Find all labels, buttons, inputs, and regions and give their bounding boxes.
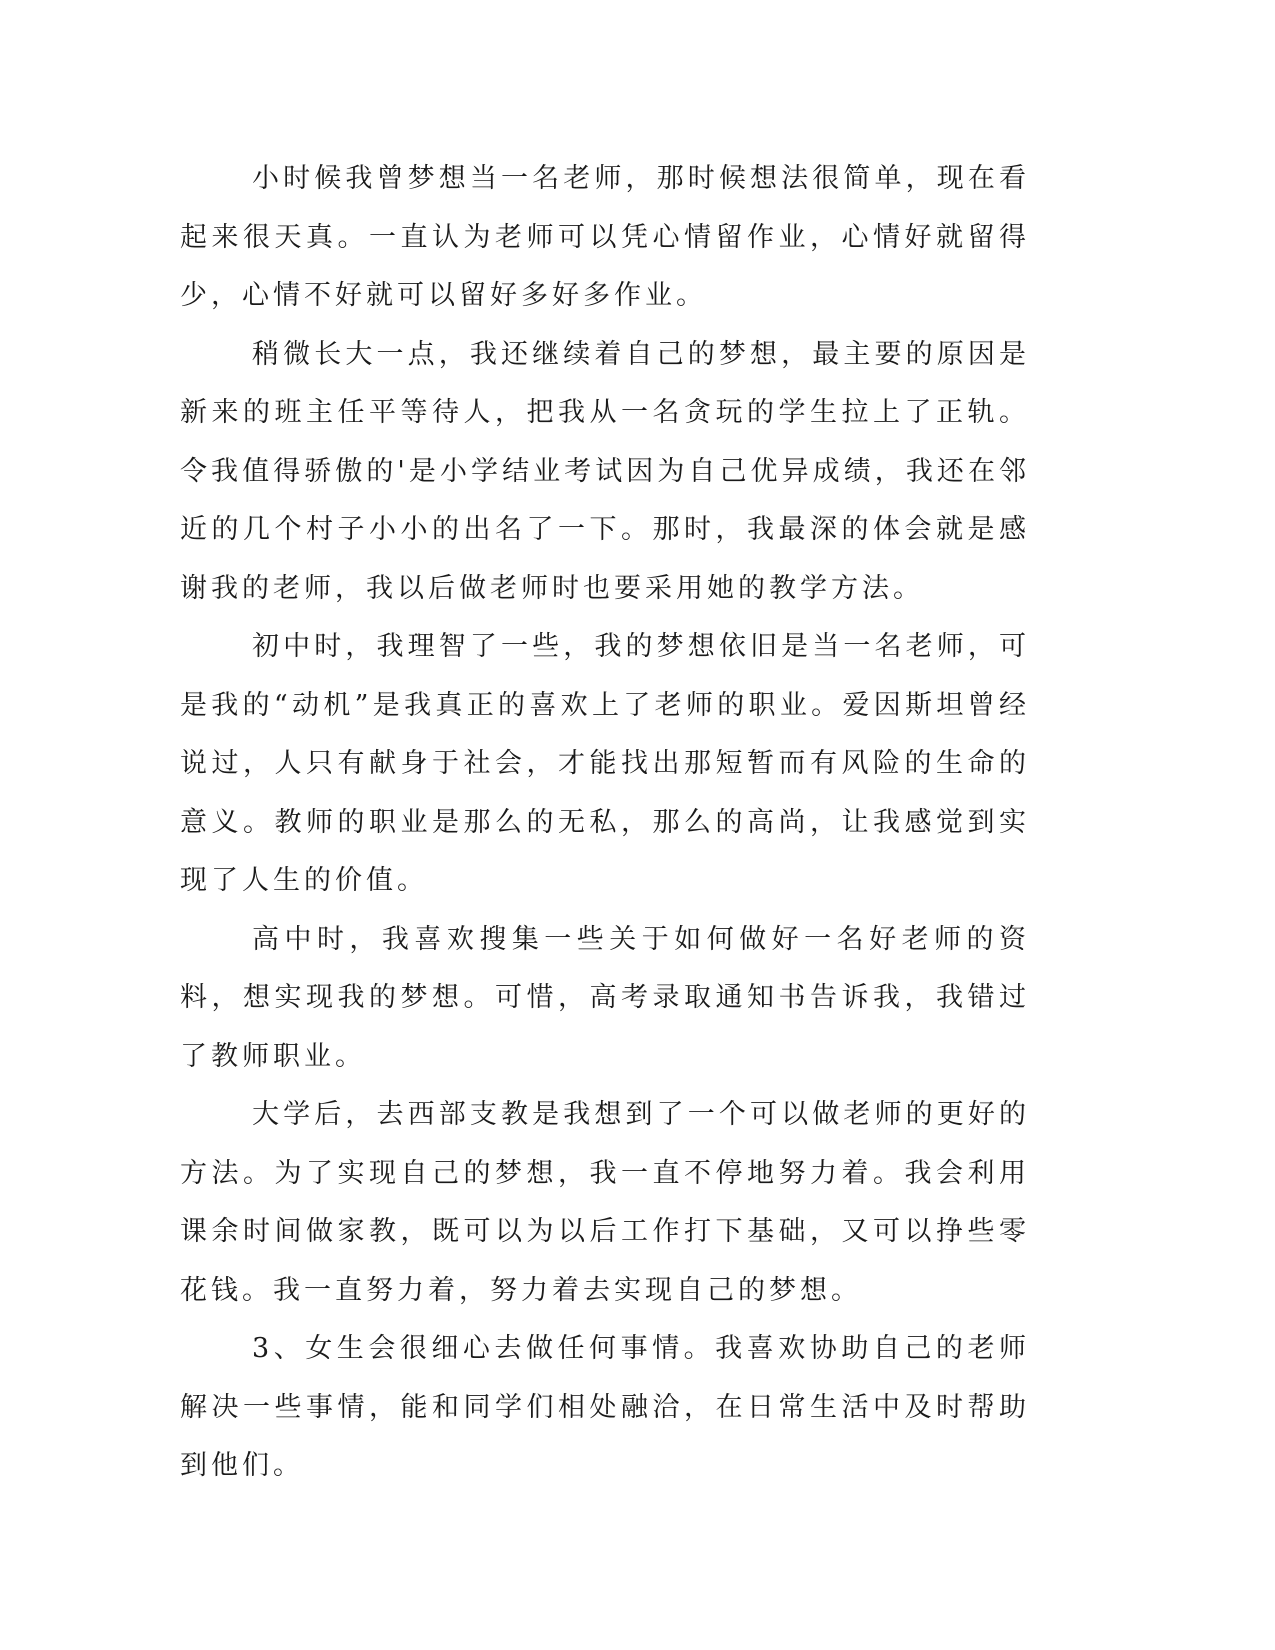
paragraph-childhood-dream: 小时候我曾梦想当一名老师，那时候想法很简单，现在看起来很天真。一直认为老师可以凭心情留作业，心情好就留得少，心情不好就可以留好多好多作业。 [180, 163, 1030, 311]
paragraph-university: 大学后，去西部支教是我想到了一个可以做老师的更好的方法。为了实现自己的梦想，我一直不停地努力着。我会利用课余时间做家教，既可以为以后工作打下基础，又可以挣些零花钱。我一直努力着，努力着去实现自己的梦想。 [180, 1099, 1030, 1306]
paragraph-senior-high: 高中时，我喜欢搜集一些关于如何做好一名好老师的资料，想实现我的梦想。可惜，高考录取通知书告诉我，我错过了教师职业。 [180, 923, 1030, 1072]
document-page [180, 150, 1030, 1496]
paragraph-point-3: 3、女生会很细心去做任何事情。我喜欢协助自己的老师解决一些事情，能和同学们相处融洽，在日常生活中及时帮助到他们。 [180, 1333, 1030, 1481]
paragraph-junior-high: 初中时，我理智了一些，我的梦想依旧是当一名老师，可是我的“动机”是我真正的喜欢上了老师的职业。爱因斯坦曾经说过，人只有献身于社会，才能找出那短暂而有风险的生命的意义。教师的职业是那么的无私，那么的高尚，让我感觉到实现了人生的价值。 [180, 631, 1030, 896]
paragraph-growing-up: 稍微长大一点，我还继续着自己的梦想，最主要的原因是新来的班主任平等待人，把我从一名贪玩的学生拉上了正轨。令我值得骄傲的'是小学结业考试因为自己优异成绩，我还在邻近的几个村子小小的出名了一下。那时，我最深的体会就是感谢我的老师，我以后做老师时也要采用她的教学方法。 [180, 338, 1030, 604]
